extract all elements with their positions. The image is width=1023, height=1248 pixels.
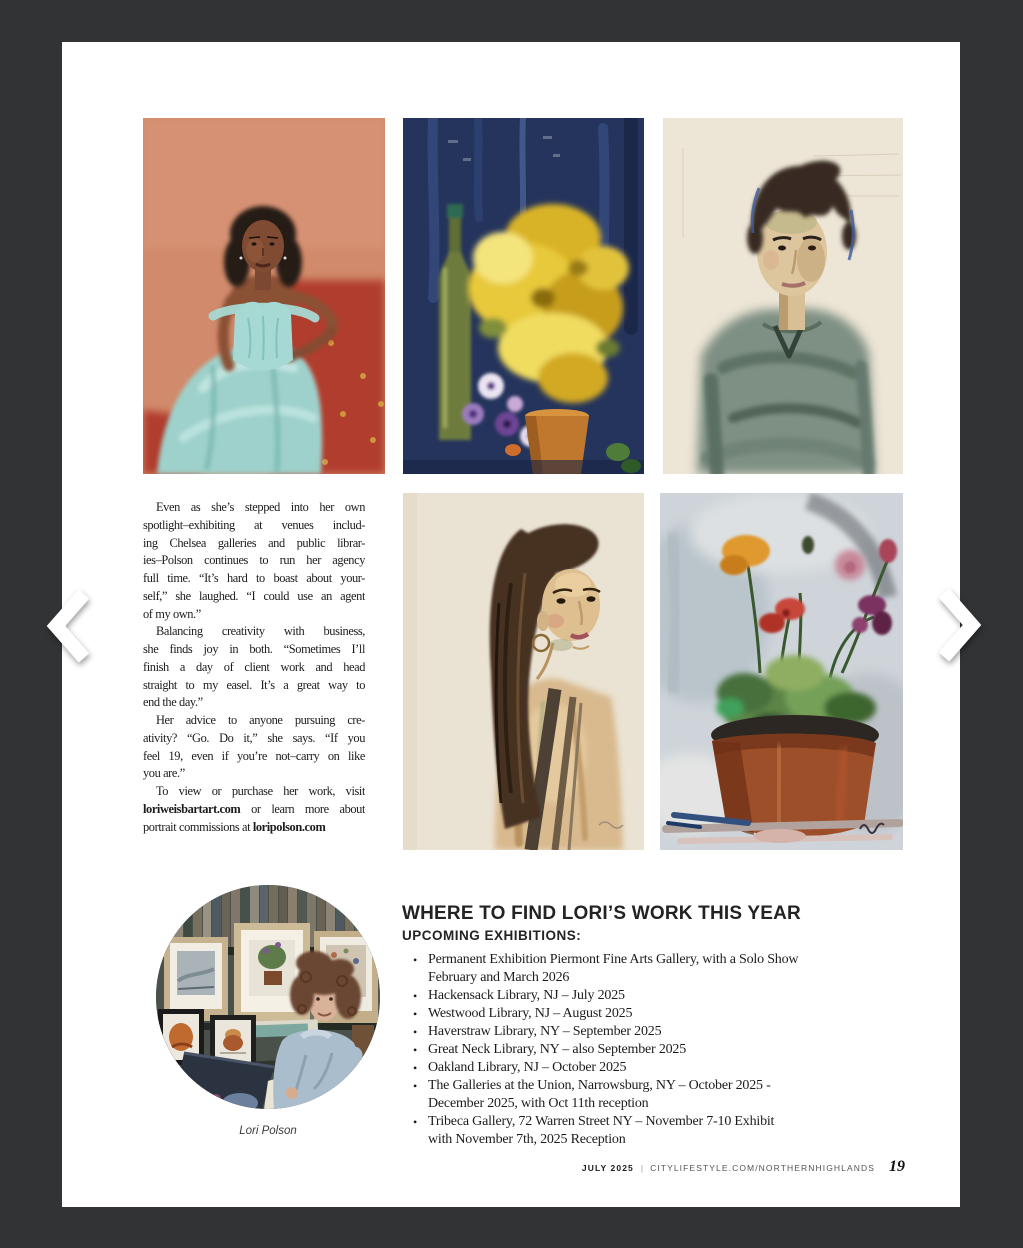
exhibition-line: with November 7th, 2025 Reception (428, 1132, 626, 1147)
exhibition-line: • Tribeca Gallery, 72 Warren Street NY – November 7-10 Exhibit (428, 1114, 775, 1129)
article-paragraph (143, 783, 365, 836)
exhibition-line: • Haverstraw Library, NY – September 2025 (428, 1024, 662, 1039)
article-line: full time. “It’s hard to boast about your- (143, 571, 365, 585)
page-number: 19 (889, 1158, 905, 1175)
exhibition-line: • Hackensack Library, NJ – July 2025 (428, 988, 625, 1003)
exhibition-line: • Oakland Library, NJ – October 2025 (428, 1060, 627, 1075)
exhibition-item (402, 1041, 872, 1059)
section-heading: WHERE TO FIND LORI’S WORK THIS YEAR (402, 903, 801, 924)
footer-issue-date: JULY 2025 (581, 1163, 634, 1173)
profile-caption: Lori Polson (239, 1125, 297, 1137)
article-line: Her advice to anyone pursuing cre- (156, 713, 365, 727)
article-paragraph (143, 499, 365, 623)
section-subheading: UPCOMING EXHIBITIONS: (402, 928, 582, 943)
exhibition-line: December 2025, with Oct 11th reception (428, 1096, 649, 1111)
previous-page-button[interactable] (44, 586, 96, 666)
where-to-find-section (402, 903, 872, 1149)
exhibition-line: • Great Neck Library, NY – also September 2025 (428, 1042, 687, 1057)
article-line: spotlight–exhibiting at venues includ- (143, 517, 365, 532)
next-page-button[interactable] (932, 585, 984, 665)
article-line: ing Chelsea galleries and public librar- (143, 535, 365, 550)
article-line: To view or purchase her work, visit (156, 784, 365, 798)
exhibition-line: • Westwood Library, NJ – August 2025 (428, 1006, 633, 1021)
painting-woman-portrait (403, 493, 644, 850)
article-line: self,” she laughed. “I could use an agent (143, 588, 365, 603)
exhibition-line: • The Galleries at the Union, Narrowsburg, NY – October 2025 - (428, 1078, 771, 1093)
article-line: of my own.” (143, 606, 201, 621)
chevron-right-icon (932, 585, 984, 665)
loripolson-link: loripolson.com (252, 819, 326, 834)
article-line: end the day.” (143, 695, 203, 710)
article-line (143, 801, 365, 819)
exhibition-item (402, 987, 872, 1005)
painting-flower-pot-watercolor (660, 493, 903, 850)
article-body (143, 499, 365, 836)
article-line: Balancing creativity with business, (156, 624, 365, 639)
magazine-page (62, 42, 960, 1207)
article-paragraph (143, 623, 365, 712)
article-line: finish a day of client work and head (143, 659, 365, 674)
painting-michelle-obama-portrait (143, 118, 385, 474)
article-line: ies–Polson continues to run her agency (143, 553, 365, 568)
article-line-text: portrait commissions at (143, 819, 253, 834)
profile-photo (156, 885, 380, 1109)
chevron-left-icon (44, 586, 96, 666)
article-line: you are.” (143, 766, 185, 781)
exhibition-item (402, 951, 872, 987)
exhibition-item (402, 1005, 872, 1023)
article-line: she finds joy in both. “Sometimes I’ll (143, 642, 365, 656)
exhibition-line: • Permanent Exhibition Piermont Fine Arts Gallery, with a Solo Show (428, 952, 799, 967)
article-paragraph (143, 712, 365, 783)
article-line-text: or learn more about (240, 801, 365, 816)
article-line: Even as she’s stepped into her own (156, 500, 365, 514)
article-line: feel 19, even if you’re not–carry on like (143, 748, 365, 763)
painting-young-man-portrait (663, 118, 903, 474)
exhibition-item (402, 1023, 872, 1041)
article-line (143, 819, 365, 837)
footer-separator: | (640, 1163, 644, 1173)
page-footer (582, 1158, 905, 1176)
painting-yellow-flowers-still-life (403, 118, 644, 474)
exhibition-line: February and March 2026 (428, 970, 570, 985)
exhibition-item (402, 1059, 872, 1077)
article-line: ativity? “Go. Do it,” she says. “If you (143, 730, 365, 745)
footer-website: CITYLIFESTYLE.COM/NORTHERNHIGHLANDS (650, 1163, 875, 1173)
exhibition-item (402, 1113, 872, 1149)
loriweisbartart-link: loriweisbartart.com (143, 801, 241, 816)
exhibition-item (402, 1077, 872, 1113)
exhibitions-list (402, 951, 872, 1149)
article-line: straight to my easel. It’s a great way to (143, 677, 365, 692)
